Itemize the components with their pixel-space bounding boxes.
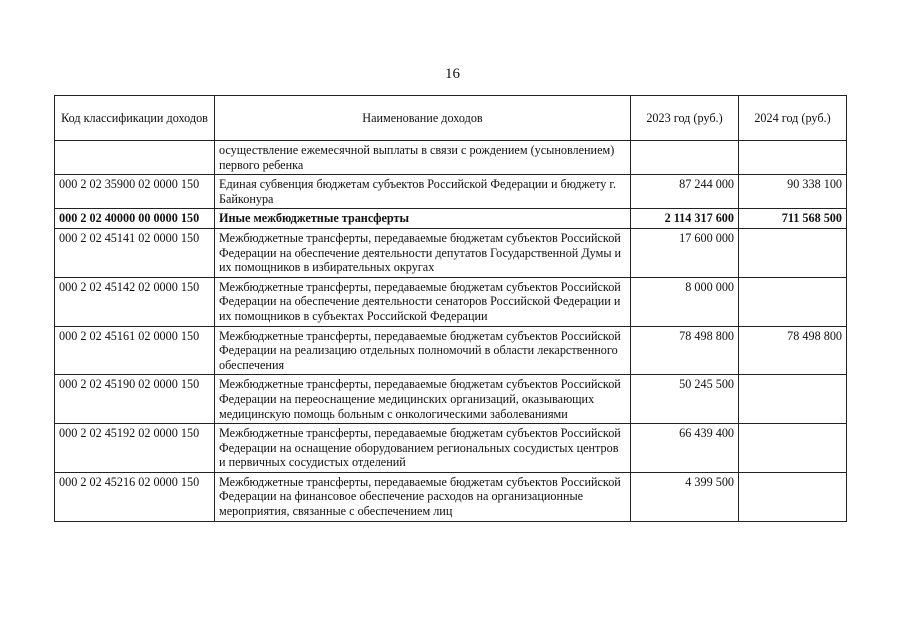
cell-2024: 78 498 800 bbox=[739, 326, 847, 375]
cell-code: 000 2 02 45161 02 0000 150 bbox=[55, 326, 215, 375]
table-row bbox=[55, 424, 847, 473]
page-number: 16 bbox=[445, 66, 460, 82]
cell-code: 000 2 02 35900 02 0000 150 bbox=[55, 175, 215, 209]
table-row bbox=[55, 228, 847, 277]
cell-name: Межбюджетные трансферты, передаваемые бюджетам субъектов Российской Федерации на реализацию отдельных полномочий в области лекарственного обеспечения bbox=[215, 326, 631, 375]
cell-name: осуществление ежемесячной выплаты в связи с рождением (усыновлением) первого ребенка bbox=[215, 141, 631, 175]
cell-code: 000 2 02 45192 02 0000 150 bbox=[55, 424, 215, 473]
cell-name: Иные межбюджетные трансферты bbox=[215, 209, 631, 229]
table-row bbox=[55, 326, 847, 375]
table-header-row bbox=[55, 96, 847, 141]
table-row bbox=[55, 141, 847, 175]
cell-2024 bbox=[739, 375, 847, 424]
cell-name: Межбюджетные трансферты, передаваемые бюджетам субъектов Российской Федерации на обеспечение деятельности депутатов Государственной Думы и их помощников в избирательных округах bbox=[215, 228, 631, 277]
cell-2024 bbox=[739, 277, 847, 326]
cell-2024: 90 338 100 bbox=[739, 175, 847, 209]
cell-2023: 4 399 500 bbox=[631, 472, 739, 521]
table-row bbox=[55, 209, 847, 229]
cell-code: 000 2 02 40000 00 0000 150 bbox=[55, 209, 215, 229]
cell-name: Единая субвенция бюджетам субъектов Российской Федерации и бюджету г. Байконура bbox=[215, 175, 631, 209]
header-2024: 2024 год (руб.) bbox=[739, 96, 847, 141]
cell-2024 bbox=[739, 472, 847, 521]
cell-2024 bbox=[739, 141, 847, 175]
cell-2023: 17 600 000 bbox=[631, 228, 739, 277]
cell-2023: 2 114 317 600 bbox=[631, 209, 739, 229]
table-row bbox=[55, 175, 847, 209]
cell-name: Межбюджетные трансферты, передаваемые бюджетам субъектов Российской Федерации на обеспечение деятельности сенаторов Российской Федерации и их помощников в субъектах Российской Федерации bbox=[215, 277, 631, 326]
cell-code: 000 2 02 45216 02 0000 150 bbox=[55, 472, 215, 521]
cell-2023: 50 245 500 bbox=[631, 375, 739, 424]
cell-code bbox=[55, 141, 215, 175]
cell-name: Межбюджетные трансферты, передаваемые бюджетам субъектов Российской Федерации на финансовое обеспечение расходов на организационные мероприятия, связанные с обеспечением лиц bbox=[215, 472, 631, 521]
cell-code: 000 2 02 45190 02 0000 150 bbox=[55, 375, 215, 424]
cell-name: Межбюджетные трансферты, передаваемые бюджетам субъектов Российской Федерации на переоснащение медицинских организаций, оказывающих медицинскую помощь больным с онкологическими заболеваниями bbox=[215, 375, 631, 424]
cell-2023: 78 498 800 bbox=[631, 326, 739, 375]
cell-2024 bbox=[739, 228, 847, 277]
cell-2024: 711 568 500 bbox=[739, 209, 847, 229]
cell-code: 000 2 02 45142 02 0000 150 bbox=[55, 277, 215, 326]
cell-name: Межбюджетные трансферты, передаваемые бюджетам субъектов Российской Федерации на оснащение оборудованием региональных сосудистых центров и первичных сосудистых отделений bbox=[215, 424, 631, 473]
cell-2023: 87 244 000 bbox=[631, 175, 739, 209]
cell-2023: 66 439 400 bbox=[631, 424, 739, 473]
table-row bbox=[55, 472, 847, 521]
header-code: Код классификации доходов bbox=[55, 96, 215, 141]
cell-2024 bbox=[739, 424, 847, 473]
cell-2023: 8 000 000 bbox=[631, 277, 739, 326]
cell-2023 bbox=[631, 141, 739, 175]
header-name: Наименование доходов bbox=[215, 96, 631, 141]
header-2023: 2023 год (руб.) bbox=[631, 96, 739, 141]
revenue-table bbox=[54, 95, 847, 522]
table-row bbox=[55, 375, 847, 424]
table-row bbox=[55, 277, 847, 326]
cell-code: 000 2 02 45141 02 0000 150 bbox=[55, 228, 215, 277]
